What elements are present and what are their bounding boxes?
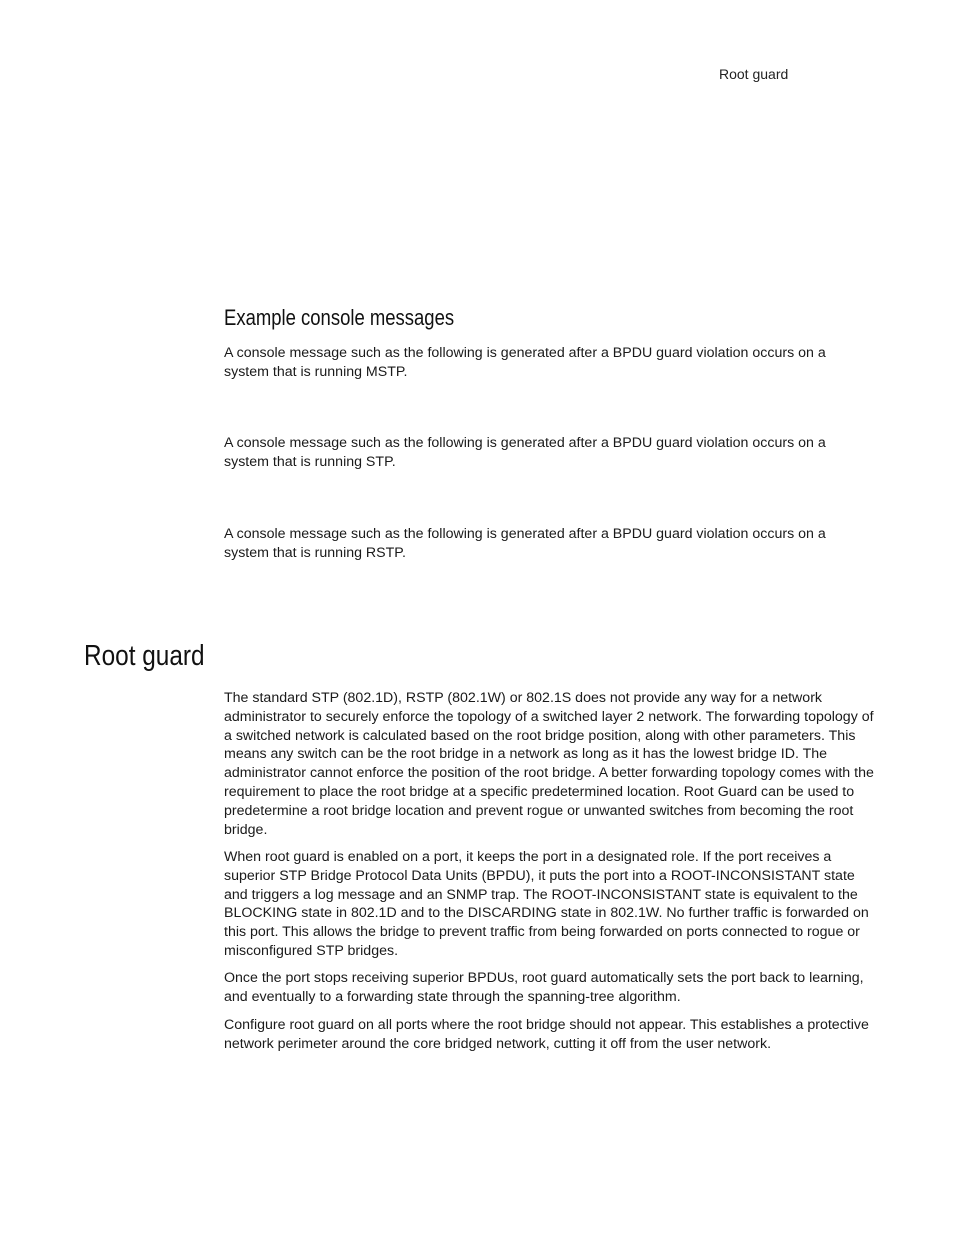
rstp-message-paragraph: A console message such as the following is generated after a BPDU guard violation occurs on a system that is running RSTP. [224,526,826,561]
root-guard-heading: Root guard [84,640,205,672]
root-guard-intro-paragraph: The standard STP (802.1D), RSTP (802.1W) or 802.1S does not provide any way for a network administrator to securely enforce the topology of a switched layer 2 network. The forwarding topology of a switched network is calculated based on the root bridge position, along with other parameters. This means any switch can be the root bridge in a network as long as it has the lowest bridge ID. The administrator cannot enforce the position of the root bridge. A better forwarding topology comes with the requirement to place the root bridge at a specific predetermined location. Root Guard can be used to predetermine a root bridge location and prevent rogue or unwanted switches from becoming the root bridge. [224,690,874,838]
root-guard-behavior-paragraph: When root guard is enabled on a port, it keeps the port in a designated role. If the port receives a superior STP Bridge Protocol Data Units (BPDU), it puts the port into a ROOT-INCONSISTANT state and triggers a log message and an SNMP trap. The ROOT-INCONSISTANT state is equivalent to the BLOCKING state in 802.1D and to the DISCARDING state in 802.1W. No further traffic is forwarded on this port. This allows the bridge to prevent traffic from being forwarded on ports connected to rogue or misconfigured STP bridges. [224,849,869,959]
running-header-title: Root guard [719,66,789,82]
stp-message-paragraph: A console message such as the following is generated after a BPDU guard violation occurs on a system that is running STP. [224,435,826,470]
mstp-message-paragraph: A console message such as the following is generated after a BPDU guard violation occurs on a system that is running MSTP. [224,345,826,380]
root-guard-recovery-paragraph: Once the port stops receiving superior BPDUs, root guard automatically sets the port back to learning, and eventually to a forwarding state through the spanning-tree algorithm. [224,970,864,1005]
example-console-messages-heading: Example console messages [224,305,455,330]
root-guard-configuration-paragraph: Configure root guard on all ports where the root bridge should not appear. This establishes a protective network perimeter around the core bridged network, cutting it off from the user network. [224,1017,869,1052]
